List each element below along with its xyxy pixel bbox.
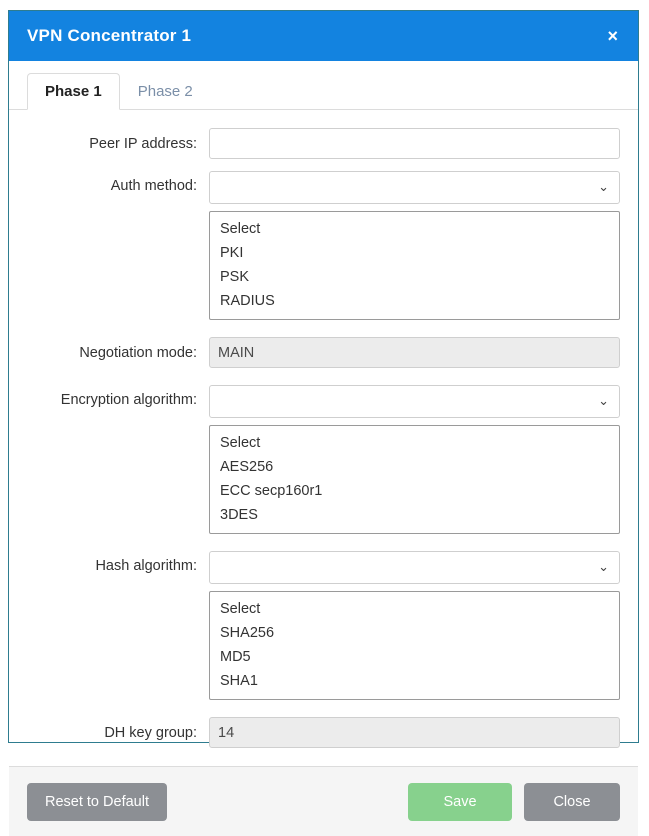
footer-actions [408, 783, 620, 821]
chevron-down-icon: ⌄ [598, 558, 609, 574]
encryption-algorithm-option[interactable]: AES256 [220, 458, 274, 475]
peer-ip-input[interactable] [209, 128, 620, 159]
encryption-algorithm-option-list [209, 425, 620, 534]
auth-method-label: Auth method: [110, 178, 197, 194]
peer-ip-label: Peer IP address: [89, 135, 197, 152]
chevron-down-icon: ⌄ [598, 392, 609, 408]
auth-method-select[interactable] [209, 171, 620, 204]
tab-phase-1[interactable]: Phase 1 [27, 73, 120, 110]
dh-key-group-input [209, 717, 620, 748]
auth-method-option-list [209, 211, 620, 320]
encryption-algorithm-select[interactable] [209, 385, 620, 418]
tab-phase-2[interactable]: Phase 2 [137, 83, 193, 100]
reset-to-default-button[interactable]: Reset to Default [27, 783, 167, 821]
dialog-body [9, 110, 638, 766]
negotiation-mode-field-wrap [209, 337, 620, 368]
dialog-titlebar [9, 11, 638, 61]
vpn-concentrator-dialog [8, 10, 639, 810]
row-dh-key-group [27, 717, 620, 748]
close-icon[interactable]: × [607, 26, 618, 46]
dialog-footer [9, 766, 638, 836]
hash-algorithm-option[interactable]: SHA1 [220, 672, 258, 689]
row-hash-algorithm [27, 551, 620, 700]
hash-algorithm-option[interactable]: MD5 [220, 648, 251, 665]
encryption-algorithm-label: Encryption algorithm: [60, 392, 197, 409]
hash-algorithm-field-wrap [209, 551, 620, 700]
tab-bar [9, 61, 638, 110]
hash-algorithm-select[interactable] [209, 551, 620, 584]
dialog-title: VPN Concentrator 1 [27, 26, 192, 45]
encryption-algorithm-option[interactable]: 3DES [220, 506, 258, 523]
save-button[interactable]: Save [408, 783, 512, 821]
close-button[interactable]: Close [524, 783, 620, 821]
hash-algorithm-option[interactable]: SHA256 [220, 624, 275, 641]
peer-ip-field-wrap [209, 128, 620, 159]
encryption-algorithm-option[interactable]: Select [220, 434, 261, 451]
auth-method-option[interactable]: PSK [220, 268, 250, 285]
negotiation-mode-label: Negotiation mode: [79, 344, 197, 361]
encryption-algorithm-field-wrap [209, 385, 620, 534]
auth-method-field-wrap [209, 171, 620, 320]
hash-algorithm-option-list [209, 591, 620, 700]
dh-key-group-field-wrap [209, 717, 620, 748]
auth-method-option[interactable]: PKI [220, 244, 244, 261]
dh-key-group-label: DH key group: [104, 724, 197, 741]
hash-algorithm-option[interactable]: Select [220, 600, 261, 617]
auth-method-option[interactable]: RADIUS [220, 292, 275, 309]
row-encryption-algorithm [27, 385, 620, 534]
row-peer-ip [27, 128, 620, 159]
encryption-algorithm-option[interactable]: ECC secp160r1 [220, 482, 323, 499]
chevron-down-icon: ⌄ [598, 178, 609, 194]
auth-method-option[interactable]: Select [220, 220, 261, 237]
row-auth-method [27, 171, 620, 320]
row-negotiation-mode [27, 337, 620, 368]
negotiation-mode-input [209, 337, 620, 368]
hash-algorithm-label: Hash algorithm: [95, 558, 197, 575]
